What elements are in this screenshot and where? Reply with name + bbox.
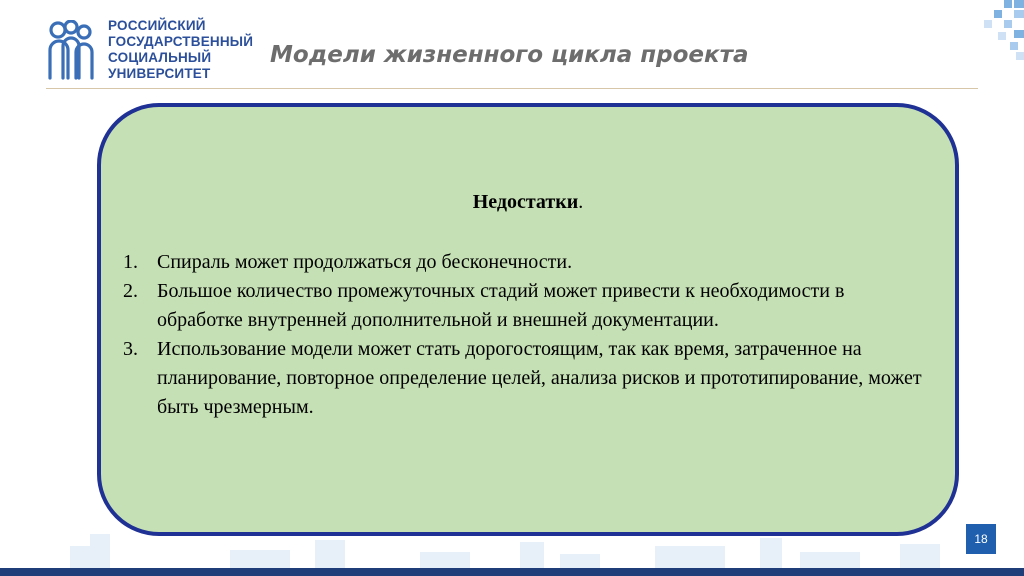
heading-suffix: . (578, 191, 584, 213)
logo-line: РОССИЙСКИЙ (108, 18, 206, 33)
list-item-text: Использование модели может стать дорогостоящим, так как время, затраченное на планирование, повторное определение целей, анализа рисков и прототипирование, может быть чрезмерным. (157, 338, 922, 418)
list-item-number: 3. (123, 338, 138, 360)
logo-line: ГОСУДАРСТВЕННЫЙ (108, 34, 254, 49)
list-item (123, 277, 931, 335)
list-item-text: Большое количество промежуточных стадий может привести к необходимости в обработке внутренней дополнительной и внешней документации. (157, 280, 845, 331)
university-people-logo-icon (46, 20, 96, 80)
list-item (123, 248, 931, 277)
logo-line: СОЦИАЛЬНЫЙ (108, 50, 212, 65)
corner-pixel-decoration (954, 0, 1024, 60)
bottom-pixel-decoration (0, 520, 1024, 568)
list-item (123, 335, 931, 422)
drawbacks-panel (97, 103, 959, 536)
university-name (108, 18, 253, 82)
drawbacks-heading (101, 191, 955, 214)
header-divider (46, 88, 978, 89)
list-item-number: 2. (123, 280, 138, 302)
slide-title: Модели жизненного цикла проекта (270, 42, 749, 68)
list-item-text: Спираль может продолжаться до бесконечности. (157, 251, 573, 273)
heading-text: Недостатки (472, 191, 579, 213)
page-number-badge: 18 (966, 524, 996, 554)
footer-strip (0, 568, 1024, 576)
logo-line: УНИВЕРСИТЕТ (108, 66, 211, 81)
list-item-number: 1. (123, 251, 138, 273)
drawbacks-list (123, 248, 931, 422)
